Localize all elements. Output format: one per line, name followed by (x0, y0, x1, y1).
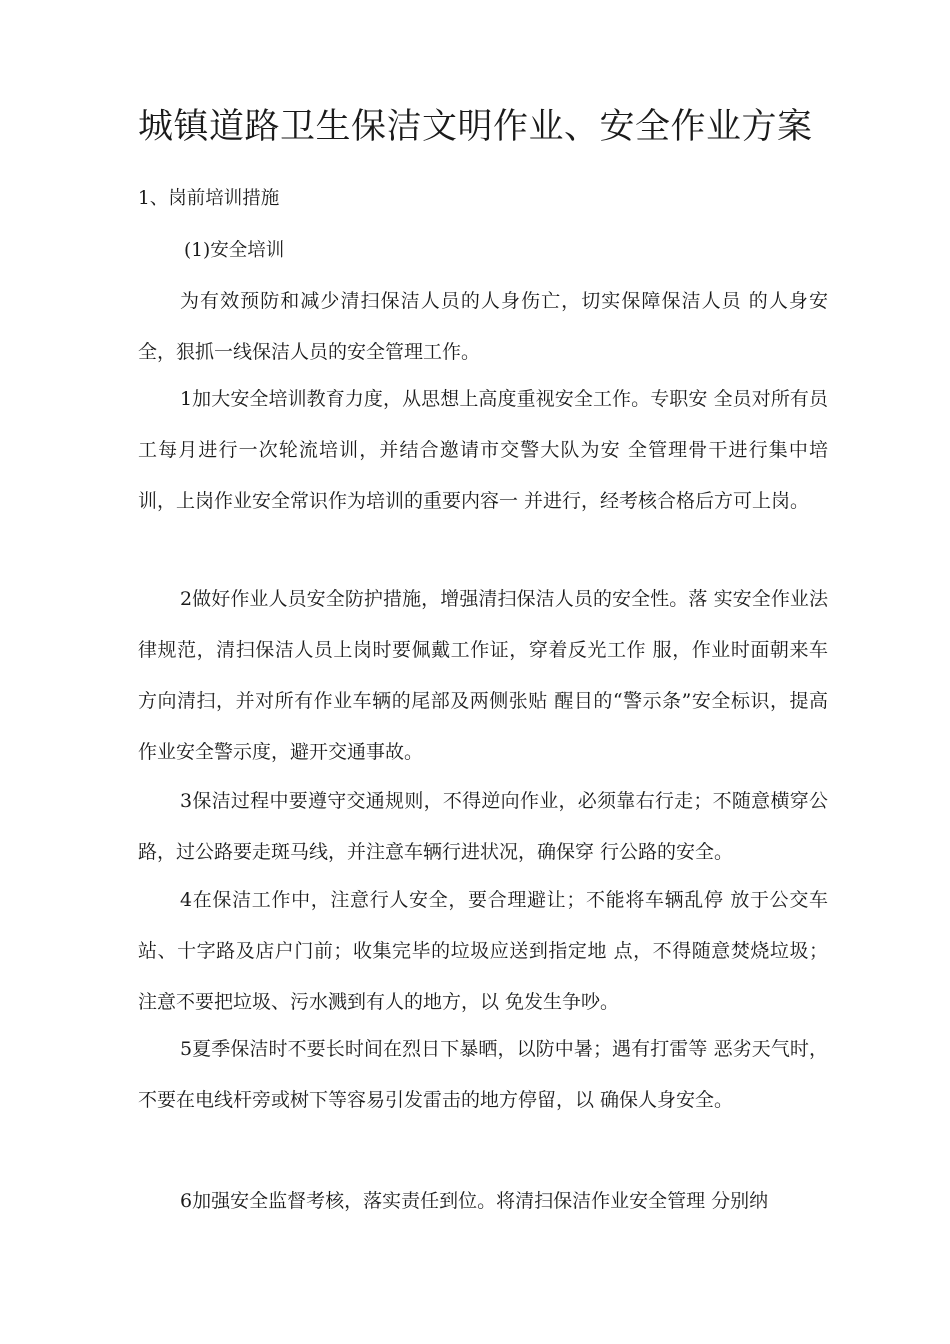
paragraph-item-6: 6加强安全监督考核，落实责任到位。将清扫保洁作业安全管理 分别纳 (180, 1190, 769, 1212)
document-title: 城镇道路卫生保洁文明作业、安全作业方案 (138, 107, 813, 147)
paragraph-item-3: 3保洁过程中要遵守交通规则，不得逆向作业，必须靠右行走；不随意横穿公路，过公路要走斑马线，并注意车辆行进状况，确保穿 行公路的安全。 (138, 790, 828, 863)
paragraph-item-1: 1加大安全培训教育力度，从思想上高度重视安全工作。专职安 全员对所有员工每月进行一次轮流培训，并结合邀请市交警大队为安 全管理骨干进行集中培训，上岗作业安全常识作为培训的重要内容一 并进行，经考核合格后方可上岗。 (138, 388, 828, 512)
paragraph-item-4: 4在保洁工作中，注意行人安全，要合理避让；不能将车辆乱停 放于公交车站、十字路及店户门前；收集完毕的垃圾应送到指定地 点，不得随意焚烧垃圾；注意不要把垃圾、污水溅到有人的地方，以 免发生争吵。 (138, 889, 828, 1013)
paragraph-item-5: 5夏季保洁时不要长时间在烈日下暴晒，以防中暑；遇有打雷等 恶劣天气时，不要在电线杆旁或树下等容易引发雷击的地方停留，以 确保人身安全。 (138, 1038, 828, 1111)
paragraph-item-2: 2做好作业人员安全防护措施，增强清扫保洁人员的安全性。落 实安全作业法律规范，清扫保洁人员上岗时要佩戴工作证，穿着反光工作 服，作业时面朝来车方向清扫，并对所有作业车辆的尾部及两侧张贴 醒目的“警示条”安全标识，提高作业安全警示度，避开交通事故。 (138, 588, 828, 763)
subsection-heading: (1)安全培训 (184, 240, 285, 261)
paragraph-intro: 为有效预防和减少清扫保洁人员的人身伤亡，切实保障保洁人员 的人身安全，狠抓一线保洁人员的安全管理工作。 (138, 290, 828, 363)
section-heading: 1、岗前培训措施 (138, 188, 280, 209)
